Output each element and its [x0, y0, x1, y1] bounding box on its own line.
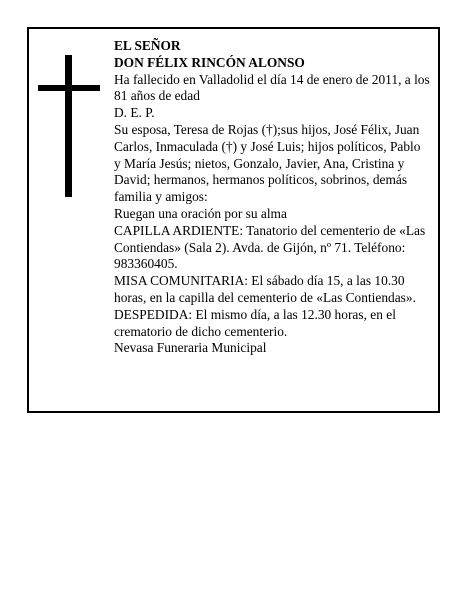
cross-vertical-bar — [65, 55, 72, 197]
deceased-name: DON FÉLIX RINCÓN ALONSO — [114, 54, 305, 70]
family-list: Su esposa, Teresa de Rojas (†);sus hijos, José Félix, Juan Carlos, Inmaculada (†) y José Luis; hijos políticos, Pablo y María Jesús; nietos, Gonzalo, Javier, Ana, Cristina y David; hermanos, hermanos políticos, sobrinos, demás familia y amigos: — [114, 121, 421, 205]
death-info: Ha fallecido en Valladolid el día 14 de enero de 2011, a los 81 años de edad — [114, 71, 430, 104]
chapel-info: CAPILLA ARDIENTE: Tanatorio del cementerio de «Las Contiendas» (Sala 2). Avda. de Gijón, nº 71. Teléfono: 983360405. — [114, 222, 426, 272]
cross-horizontal-bar — [38, 85, 100, 91]
obituary-text — [114, 38, 430, 357]
dep-line: D. E. P. — [114, 105, 155, 121]
title-line-1: EL SEÑOR — [114, 38, 181, 53]
funeral-home: Nevasa Funeraria Municipal — [114, 340, 267, 356]
prayer-request: Ruegan una oración por su alma — [114, 205, 287, 221]
mass-info: MISA COMUNITARIA: El sábado día 15, a las 10.30 horas, en la capilla del cementerio de «Las Contiendas». — [114, 273, 416, 305]
cross-icon — [38, 55, 100, 197]
farewell-info: DESPEDIDA: El mismo día, a las 12.30 horas, en el crematorio de dicho cementerio. — [114, 306, 396, 339]
